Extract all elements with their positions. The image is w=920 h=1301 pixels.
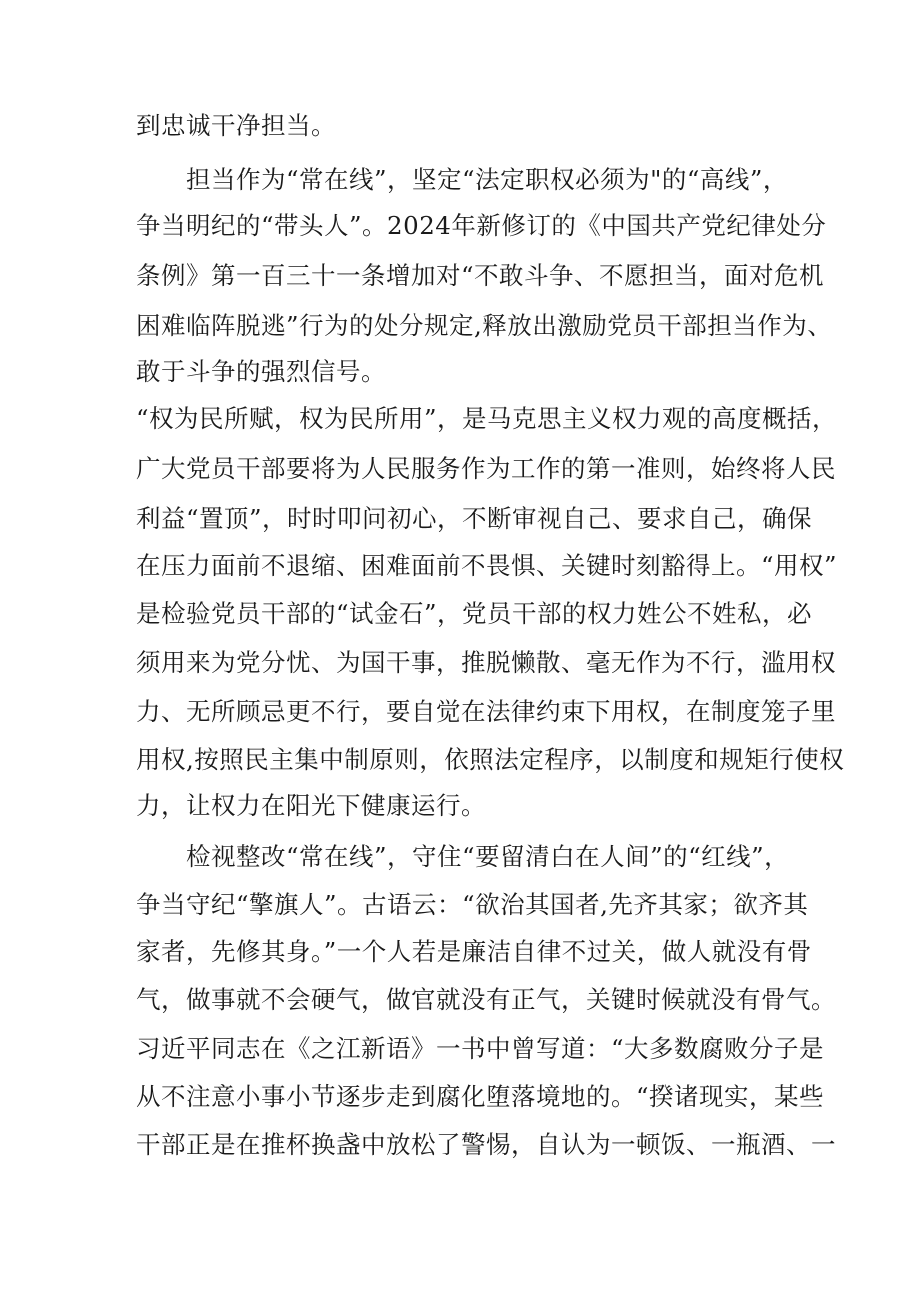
paragraph-first-line: “权为民所赋，权为民所用”，是马克思主义权力观的高度概括， [136, 404, 838, 433]
text-line: 争当守纪“擎旗人”。古语云：“欲治其国者,先齐其家；欲齐其 [136, 890, 809, 919]
text-line: 习近平同志在《之江新语》一书中曾写道：“大多数腐败分子是 [136, 1034, 825, 1063]
text-line: 力、无所顾忌更不行，要自觉在法律约束下用权，在制度笼子里 [136, 697, 836, 726]
text-line: 争当明纪的“带头人”。2024年新修订的《中国共产党纪律处分 [136, 211, 827, 240]
text-line: 家者，先修其身。”一个人若是廉洁自律不过关，做人就没有骨 [136, 937, 812, 966]
paragraph-first-line: 检视整改“常在线”，守住“要留清白在人间”的“红线”， [186, 842, 790, 871]
text-line: 敢于斗争的强烈信号。 [136, 357, 386, 386]
text-line: 条例》第一百三十一条增加对“不敢斗争、不愿担当，面对危机 [136, 261, 825, 290]
text-line: 广大党员干部要将为人民服务作为工作的第一准则，始终将人民 [136, 454, 836, 483]
paragraph-first-line: 担当作为“常在线”，坚定“法定职权必须为"的“高线”， [186, 165, 788, 194]
text-line: 利益“置顶”，时时叩问初心，不断审视自己、要求自己，确保 [136, 504, 813, 533]
text-line: 是检验党员干部的“试金石”，党员干部的权力姓公不姓私，必 [136, 599, 813, 628]
text-line: 在压力面前不退缩、困难面前不畏惧、关键时刻豁得上。“用权” [136, 551, 838, 580]
text-line: 困难临阵脱逃”行为的处分规定,释放出激励党员干部担当作为、 [136, 311, 833, 340]
text-line: 用权,按照民主集中制原则，依照法定程序，以制度和规矩行使权 [136, 745, 845, 774]
text-line: 从不注意小事小节逐步走到腐化堕落境地的。“揆诸现实，某些 [136, 1082, 825, 1111]
text-line: 到忠诚干净担当。 [136, 111, 336, 140]
text-line: 须用来为党分忧、为国干事，推脱懒散、毫无作为不行，滥用权 [136, 648, 836, 677]
text-line: 力，让权力在阳光下健康运行。 [136, 791, 486, 820]
text-line: 气，做事就不会硬气，做官就没有正气，关键时候就没有骨气。 [136, 985, 836, 1014]
text-line: 干部正是在推杯换盏中放松了警惕，自认为一顿饭、一瓶酒、一 [136, 1130, 836, 1159]
